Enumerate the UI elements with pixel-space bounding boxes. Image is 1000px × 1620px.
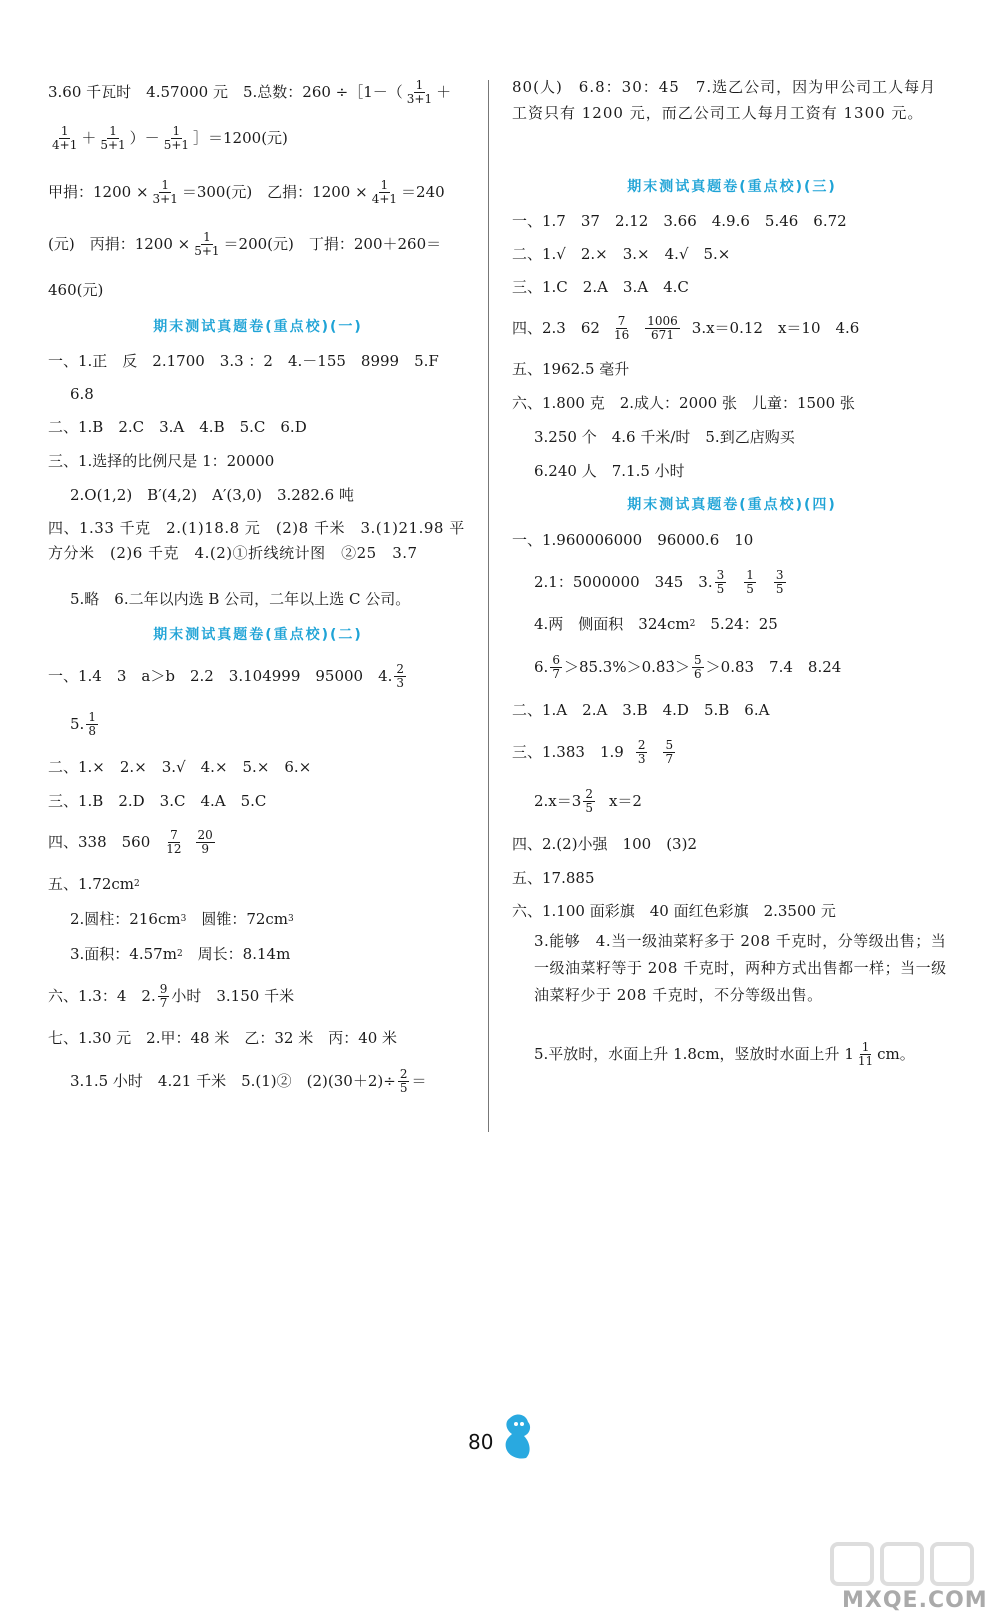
answer-text: 小时 3.150 千米: [171, 986, 295, 1005]
answer-text: 六、1.800 克 2.成人：2000 张 儿童：1500 张: [512, 393, 855, 412]
section-title: 期末测试真题卷(重点校)(二): [153, 627, 363, 643]
answer-text: 二、1.× 2.× 3.√ 4.× 5.× 6.×: [48, 757, 312, 776]
fraction: [50, 125, 79, 151]
numerator: 2: [396, 661, 405, 676]
answer-text: 一、1.4 3 a＞b 2.2 3.104999 95000 4.: [48, 666, 393, 685]
denominator: 3+1: [406, 91, 433, 106]
answer-line: [512, 204, 952, 238]
answer-line: [512, 386, 952, 420]
answer-text: 3.面积：4.57m: [70, 944, 177, 963]
numerator: 1: [203, 229, 211, 244]
answer-line: [48, 698, 468, 750]
mascot-icon: [502, 1412, 536, 1460]
answer-line: [48, 218, 468, 270]
answer-text: ＋: [436, 82, 452, 101]
fraction: [151, 179, 180, 205]
answer-text: 四、338 560: [48, 832, 151, 851]
answer-line: [48, 478, 468, 512]
answer-text: 圆锥：72cm: [186, 909, 289, 928]
answer-text: 3.250 个 4.6 千米/时 5.到乙店购买: [534, 427, 795, 446]
denominator: 5: [746, 581, 754, 596]
answer-text: ＝200(元) 丁捐：200＋260＝: [223, 234, 442, 253]
fraction: [692, 654, 704, 680]
answer-line: [512, 692, 952, 728]
answer-line: [512, 270, 952, 304]
denominator: 8: [88, 723, 96, 738]
answer-line: [48, 270, 468, 310]
answer-line: [512, 862, 952, 894]
numerator: 1006: [647, 313, 678, 328]
answer-text: ＋: [81, 128, 97, 147]
denominator: 4+1: [371, 191, 398, 206]
numerator: 20: [197, 827, 213, 842]
answer-line: [512, 606, 952, 642]
answer-line: [512, 238, 952, 270]
answer-line: 四、1.33 千克 2.(1)18.8 元 (2)8 千米 3.(1)21.98 平方分米 (2)6 千克 4.(2)①折线统计图 ②25 3.7: [48, 519, 465, 562]
denominator: 7: [159, 995, 168, 1010]
numerator: 2: [585, 786, 593, 801]
answer-line: [512, 826, 952, 862]
answer-text: 2.O(1,2) B′(4,2) A′(3,0) 3.282.6 吨: [70, 485, 354, 504]
answer-text: 二、1.√ 2.× 3.× 4.√ 5.×: [512, 244, 731, 263]
answer-line: [512, 728, 952, 776]
answer-line: [512, 1032, 952, 1076]
numerator: 3: [716, 567, 725, 582]
left-column: [48, 74, 468, 1106]
column-divider: [488, 80, 489, 1132]
answer-text: 甲捐：1200 ×: [48, 182, 149, 201]
answer-line: [512, 642, 952, 692]
answer-line: [48, 654, 468, 698]
answer-text: 三、1.383 1.9: [512, 742, 624, 761]
answer-text: 5.平放时，水面上升 1.8cm，竖放时水面上升 1: [534, 1044, 854, 1063]
answer-text: 五、1962.5 毫升: [512, 359, 630, 378]
denominator: 4+1: [52, 137, 78, 152]
answer-text: 四、2.3 62: [512, 318, 600, 337]
numerator: 1: [88, 709, 96, 724]
answer-line: [48, 582, 468, 616]
superscript: 2: [689, 618, 696, 629]
answer-line: [512, 352, 952, 386]
denominator: 3: [396, 675, 405, 690]
answer-line: [48, 378, 468, 410]
answer-line: [512, 420, 952, 454]
denominator: 5+1: [163, 137, 190, 152]
fraction: [86, 711, 98, 737]
numerator: 1: [109, 123, 117, 138]
page-number: 80: [468, 1430, 494, 1454]
numerator: 7: [617, 313, 626, 328]
answer-text: 4.两 侧面积 324cm: [534, 614, 690, 633]
numerator: 5: [665, 737, 674, 752]
answer-text: 三、1.C 2.A 3.A 4.C: [512, 277, 689, 296]
fraction: [744, 569, 756, 595]
fraction: [192, 231, 221, 257]
superscript: 3: [180, 913, 187, 924]
numerator: 1: [380, 177, 389, 192]
numerator: 1: [861, 1039, 870, 1054]
answer-text: 6.: [534, 657, 549, 676]
denominator: 5: [716, 581, 725, 596]
numerator: 5: [694, 652, 702, 667]
denominator: 3+1: [152, 191, 178, 206]
answer-text: 二、1.B 2.C 3.A 4.B 5.C 6.D: [48, 417, 307, 436]
superscript: 3: [288, 913, 294, 924]
answer-text: cm。: [877, 1044, 915, 1063]
fraction: [164, 829, 183, 855]
answer-line: 3.能够 4.当一级油菜籽多于 208 千克时，分等级出售；当一级油菜籽等于 208 千克时，两种方式出售都一样；当一级油菜籽少于 208 千克时，不分等级出售。: [534, 932, 947, 1004]
denominator: 5: [399, 1080, 408, 1095]
answer-text: 五、17.885: [512, 868, 595, 887]
answer-line: [48, 936, 468, 972]
answer-line: [48, 1056, 468, 1106]
numerator: 1: [746, 567, 754, 582]
numerator: 7: [170, 827, 178, 842]
answer-text: ＝: [411, 1071, 427, 1090]
answer-line: [48, 902, 468, 936]
fraction: [405, 79, 434, 105]
answer-text: ＞0.83 7.4 8.24: [705, 657, 842, 676]
denominator: 3: [637, 751, 646, 766]
answer-line: [48, 110, 468, 166]
numerator: 1: [60, 123, 69, 138]
denominator: 5+1: [194, 243, 220, 258]
numerator: 6: [552, 652, 560, 667]
denominator: 5: [775, 581, 784, 596]
answer-text: 四、2.(2)小强 100 (3)2: [512, 834, 697, 853]
fraction: [550, 654, 562, 680]
answer-text: 六、1.100 面彩旗 40 面红色彩旗 2.3500 元: [512, 901, 836, 920]
superscript: 2: [176, 948, 183, 959]
answer-line: 80(人) 6.8：30：45 7.选乙公司，因为甲公司工人每月工资只有 1200 元，而乙公司工人每月工资有 1300 元。: [512, 78, 937, 123]
answer-line: [48, 166, 468, 218]
answer-line: [48, 972, 468, 1020]
answer-line: [48, 1020, 468, 1056]
answer-text: 5.略 6.二年以内选 B 公司，二年以上选 C 公司。: [70, 589, 411, 608]
fraction: [715, 569, 727, 595]
numerator: 1: [172, 123, 181, 138]
numerator: 9: [159, 981, 168, 996]
numerator: 2: [399, 1066, 408, 1081]
denominator: 7: [665, 751, 674, 766]
answer-line: [48, 750, 468, 784]
fraction: [774, 569, 786, 595]
answer-line: [512, 894, 952, 928]
answer-text: 三、1.B 2.D 3.C 4.A 5.C: [48, 791, 267, 810]
fraction: [98, 125, 127, 151]
answer-line: [512, 558, 952, 606]
denominator: 11: [857, 1053, 874, 1068]
answer-line: [48, 344, 468, 378]
fraction: [663, 739, 675, 765]
answer-text: 五、1.72cm: [48, 874, 135, 893]
fraction: [196, 829, 215, 855]
numerator: 1: [415, 77, 424, 92]
numerator: 1: [161, 177, 169, 192]
answer-text: 2.x＝3: [534, 791, 582, 810]
fraction: [583, 788, 595, 814]
fraction: [394, 663, 406, 689]
denominator: 12: [166, 841, 182, 856]
fraction: [162, 125, 191, 151]
fraction: [612, 315, 631, 341]
answer-text: 一、1.960006000 96000.6 10: [512, 530, 754, 549]
answer-text: x＝2: [608, 791, 642, 810]
right-column: [512, 74, 952, 1076]
answer-line: [48, 410, 468, 444]
watermark-text: MXQE.COM: [842, 1588, 988, 1613]
section-title: 期末测试真题卷(重点校)(一): [153, 319, 363, 335]
fraction: [370, 179, 399, 205]
answer-line: [48, 444, 468, 478]
answer-line: [48, 866, 468, 902]
answer-text: 二、1.A 2.A 3.B 4.D 5.B 6.A: [512, 700, 770, 719]
answer-text: 460(元): [48, 280, 104, 299]
answer-line: [48, 74, 468, 110]
fraction: [158, 983, 170, 1009]
denominator: 5: [585, 800, 593, 815]
numerator: 2: [637, 737, 646, 752]
answer-line: [512, 776, 952, 826]
fraction: [856, 1041, 875, 1067]
answer-text: 2.圆柱：216cm: [70, 909, 181, 928]
answer-text: 5.24：25: [695, 614, 778, 633]
answer-text: ］＝1200(元): [193, 128, 288, 147]
answer-text: ）－: [129, 128, 160, 147]
answer-text: ＝300(元) 乙捐：1200 ×: [181, 182, 368, 201]
answer-text: 三、1.选择的比例尺是 1：20000: [48, 451, 275, 470]
fraction: [398, 1068, 410, 1094]
denominator: 9: [201, 841, 209, 856]
answer-text: 6.8: [70, 384, 94, 403]
answer-text: 6.240 人 7.1.5 小时: [534, 461, 685, 480]
denominator: 5+1: [100, 137, 126, 152]
answer-text: 3.60 千瓦时 4.57000 元 5.总数：260 ÷［1－（: [48, 82, 403, 101]
denominator: 7: [552, 666, 560, 681]
answer-text: (元) 丙捐：1200 ×: [48, 234, 191, 253]
answer-text: 3.1.5 小时 4.21 千米 5.(1)② (2)(30＋2)÷: [70, 1071, 396, 1090]
answer-text: 周长：8.14m: [182, 944, 291, 963]
answer-text: 5.: [70, 714, 85, 733]
answer-line: [512, 522, 952, 558]
answer-line: [512, 454, 952, 488]
fraction: [636, 739, 648, 765]
answer-line: [48, 818, 468, 866]
numerator: 3: [775, 567, 784, 582]
denominator: 16: [613, 327, 630, 342]
denominator: 6: [694, 666, 702, 681]
section-title: 期末测试真题卷(重点校)(三): [627, 179, 837, 195]
answer-text: 2.1：5000000 345 3.: [534, 572, 713, 591]
answer-line: [48, 784, 468, 818]
section-title: 期末测试真题卷(重点校)(四): [627, 497, 837, 513]
fraction: [645, 315, 680, 341]
answer-text: 一、1.7 37 2.12 3.66 4.9.6 5.46 6.72: [512, 211, 847, 230]
answer-line: [512, 304, 952, 352]
answer-text: 3.x＝0.12 x＝10 4.6: [691, 318, 860, 337]
answer-text: 一、1.正 反 2.1700 3.3 ：2 4.－155 8999 5.F: [48, 351, 439, 370]
superscript: 2: [134, 878, 140, 889]
answer-text: ＝240: [401, 182, 445, 201]
denominator: 671: [651, 327, 674, 342]
answer-text: ＞85.3%＞0.8̇3̇＞: [563, 657, 691, 676]
answer-text: 六、1.3：4 2.: [48, 986, 156, 1005]
answer-text: 七、1.30 元 2.甲：48 米 乙：32 米 丙：40 米: [48, 1028, 398, 1047]
